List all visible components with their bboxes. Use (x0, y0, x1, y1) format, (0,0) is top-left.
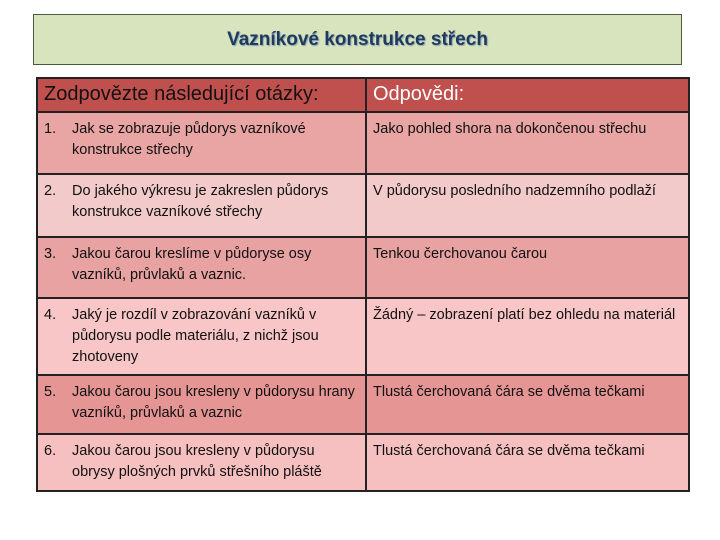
question-cell (37, 112, 366, 174)
table-header (37, 78, 689, 112)
table-row (37, 237, 689, 298)
answer-cell: Jako pohled shora na dokončenou střechu (366, 112, 689, 174)
table-row (37, 434, 689, 491)
question-number: 1. (44, 121, 57, 137)
question-cell (37, 298, 366, 375)
qa-table (36, 77, 690, 492)
table-row (37, 298, 689, 375)
answer-cell: Tlustá čerchovaná čára se dvěma tečkami (366, 375, 689, 434)
question-number: 5. (44, 384, 57, 400)
table-row (37, 375, 689, 434)
question-number: 2. (44, 183, 57, 199)
question-text: Jaký je rozdíl v zobrazování vazníků v půdorysu podle materiálu, z nichž jsou zhotoveny (72, 307, 319, 365)
answer-cell: Žádný – zobrazení platí bez ohledu na materiál (366, 298, 689, 375)
table-row (37, 112, 689, 174)
question-number: 6. (44, 443, 57, 459)
question-number: 3. (44, 246, 57, 262)
header-answers: Odpovědi: (366, 78, 689, 112)
question-text: Jakou čarou jsou kresleny v půdorysu hrany vazníků, průvlaků a vaznic (72, 384, 355, 421)
slide-title: Vazníkové konstrukce střech (227, 28, 488, 50)
table-row (37, 174, 689, 237)
question-number: 4. (44, 307, 57, 323)
question-text: Jak se zobrazuje půdorys vazníkové konstrukce střechy (72, 121, 306, 158)
question-text: Jakou čarou jsou kresleny v půdorysu obrysy plošných prvků střešního pláště (72, 443, 322, 480)
question-cell (37, 174, 366, 237)
answer-cell: Tlustá čerchovaná čára se dvěma tečkami (366, 434, 689, 491)
question-cell (37, 434, 366, 491)
question-cell (37, 237, 366, 298)
slide-title-box (33, 14, 682, 65)
question-text: Do jakého výkresu je zakreslen půdorys konstrukce vazníkové střechy (72, 183, 329, 220)
header-questions: Zodpovězte následující otázky: (37, 78, 366, 112)
answer-cell: Tenkou čerchovanou čarou (366, 237, 689, 298)
question-text: Jakou čarou kreslíme v půdoryse osy vazníků, průvlaků a vaznic. (72, 246, 312, 283)
question-cell (37, 375, 366, 434)
answer-cell: V půdorysu posledního nadzemního podlaží (366, 174, 689, 237)
